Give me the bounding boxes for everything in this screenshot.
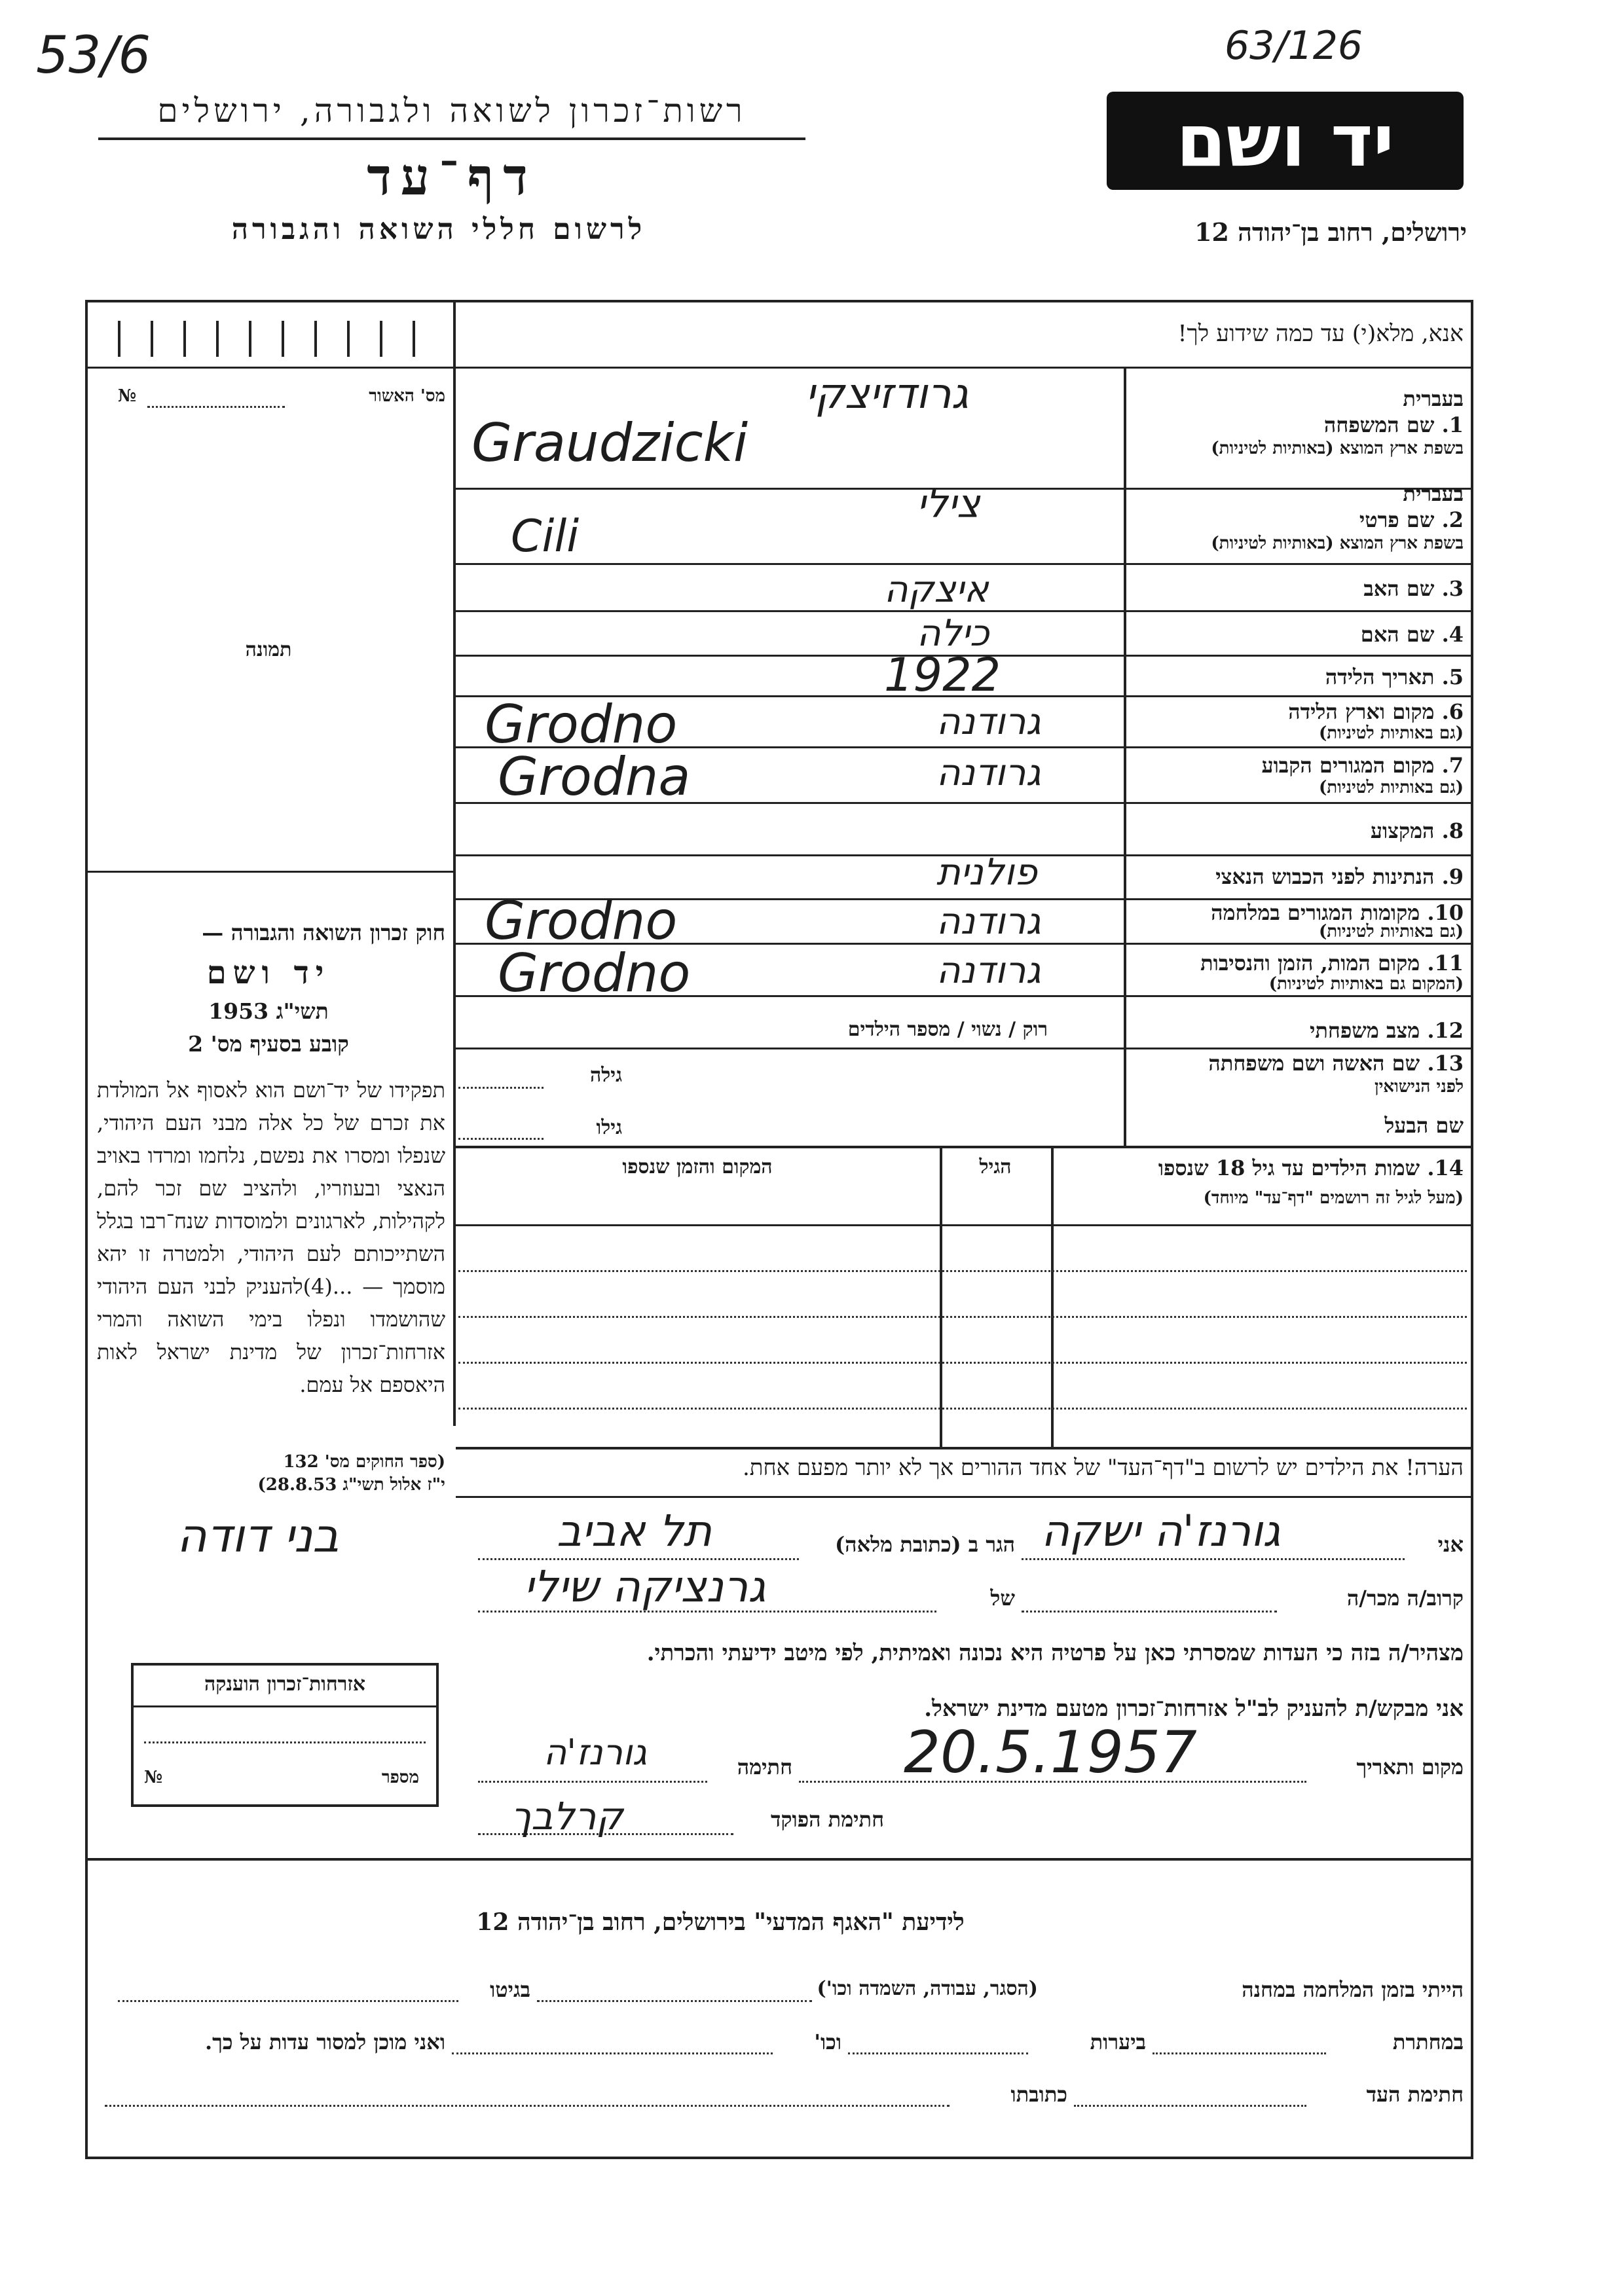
mother-name: כילה <box>917 612 989 655</box>
death-place-latin: Grodno <box>498 943 691 1004</box>
footer-camp-types: (הסגר, עבודה, השמדה וכו') <box>817 1977 1038 2000</box>
instructions: אנא, מלא(י) עד כמה שידוע לך! <box>1177 321 1464 347</box>
field-6-label: 6. מקום וארץ הלידה <box>1288 699 1464 724</box>
residence-hebrew: גרודנה <box>936 752 1041 794</box>
certificate-no-sign: № <box>144 1768 163 1787</box>
field-6-sub: (גם באותיות לטיניות) <box>1318 723 1464 743</box>
husband-age-label: גילו <box>596 1116 622 1139</box>
field-12-label: 12. מצב משפחתי <box>1310 1018 1464 1043</box>
law-text: תפקידו של יד־ושם הוא לאסוף אל המולדת את זכרם של כל אלה מבני העם היהודי, שנפלו ומסרו את נפשם, נלחמו ומרדו באויב הנאצי ובעוזריו, ולהציב שם זכר להם, לקהילות, לארגונים ולמוסדות שנח־רבו בגלל השתייכותם לעם היהודי, ולמטרה זו יהא מוסמך — ...(4)להעניק לבני העם היהודי שהושמדו ונפלו בימי השואה והמרי אזרחות־זכרון של מדינת ישראל לאות היאספם אל עמם. <box>97 1078 446 1397</box>
relation-value: גרנציקה שילי <box>524 1561 766 1612</box>
footer-witness-signature-label: חתימת העד <box>1366 2082 1464 2107</box>
field-9-label: 9. הנתינות לפני הכבוש הנאצי <box>1215 864 1464 889</box>
certificate-no-label: מספר <box>381 1768 419 1787</box>
confirm-no-sign: № <box>118 386 137 406</box>
officer-signature-label: חתימת הפוקד <box>771 1807 884 1832</box>
children-note: הערה! את הילדים יש לרשום ב"דף־העד" של אחד ההורים אך לא יותר מפעם אחת. <box>742 1455 1464 1481</box>
field-1-tag: בעברית <box>1403 386 1464 411</box>
field-11-sub: (המקום גם באותיות לטיניות) <box>1268 974 1464 994</box>
field-3-label: 3. שם האב <box>1363 576 1464 601</box>
certificate-box-title: אזרחות־זכרון הוענקה <box>204 1673 366 1696</box>
form-title: דף־עד <box>367 147 537 207</box>
husband-label: שם הבעל <box>1384 1113 1464 1138</box>
signature-value: גורנז'ה <box>544 1732 647 1773</box>
wife-age-label: גילה <box>589 1064 622 1087</box>
footer-underground-label: במחתרת <box>1392 2030 1464 2054</box>
field-2-label: 2. שם פרטי <box>1359 507 1464 532</box>
field-7-label: 7. מקום המגורים הקבוע <box>1261 753 1464 778</box>
footer-title: לידיעת "האגף המדעי" בירושלים, רחוב בן־יהודה 12 <box>476 1908 965 1936</box>
law-year-hebrew: תשי"ג <box>276 998 329 1024</box>
birth-date: 1922 <box>884 648 1001 702</box>
children-col-age: הגיל <box>979 1156 1012 1178</box>
signature-label: חתימה <box>737 1755 792 1779</box>
top-right-note: 63/126 <box>1225 23 1363 69</box>
declarant-name: גורנז'ה ישקה <box>1041 1506 1281 1556</box>
field-1-label: 1. שם המשפחה <box>1323 412 1464 437</box>
law-source-2: י"ז אלול תשי"ג 28.8.53) <box>257 1475 445 1495</box>
law-source-1: (ספר החוקים מס' 132 <box>283 1452 445 1472</box>
residence-latin: Grodna <box>498 746 691 807</box>
children-subheading: (מעל לגיל זה רושמים "דף־עד" מיוחד) <box>1203 1188 1464 1208</box>
relative-label: קרוב/ה מכר/ה <box>1346 1586 1464 1611</box>
field-10-label: 10. מקומות המגורים במלחמה <box>1211 900 1464 925</box>
nationality-value: פולנית <box>936 851 1037 894</box>
place-date-label: מקום ותאריך <box>1356 1755 1464 1779</box>
law-year-gregorian: 1953 <box>208 998 269 1024</box>
children-col-place: המקום והזמן שנספו <box>622 1156 773 1178</box>
wartime-residence-hebrew: גרודנה <box>936 900 1041 943</box>
field-13-sub: לפני הנישואין <box>1374 1077 1464 1097</box>
first-name-latin: Cili <box>511 511 580 562</box>
footer-willing-label: ואני מוכן למסור עדות על כך. <box>204 2030 445 2054</box>
resident-label: הגר ב (כתובת מלאה) <box>835 1532 1015 1557</box>
photo-label: תמונה <box>245 638 292 661</box>
address: ירושלים, רחוב בן־יהודה 12 <box>1194 217 1467 247</box>
authority-name: רשות־זכרון לשואה ולגבורה, ירושלים <box>157 92 747 130</box>
field-2-tag: בעברית <box>1403 481 1464 506</box>
declarant-address: תל אביב <box>557 1506 712 1556</box>
officer-signature-value: קרלבך <box>511 1794 623 1838</box>
birthplace-hebrew: גרודנה <box>936 701 1041 743</box>
field-12-options: רוק / נשוי / מספר הילדים <box>847 1018 1048 1041</box>
law-title: חוק זכרון השואה והגבורה — <box>202 920 445 945</box>
father-name: איצקה <box>884 568 989 611</box>
footer-address-label: כתובתו <box>1010 2082 1067 2107</box>
field-11-label: 11. מקום המות, הזמן והנסיבות <box>1200 951 1464 975</box>
declarant-i-label: אני <box>1437 1532 1464 1557</box>
children-heading: 14. שמות הילדים עד גיל 18 שנספו <box>1158 1156 1464 1180</box>
field-8-label: 8. המקצוע <box>1370 818 1464 843</box>
footer-etc-label: וכו' <box>814 2030 841 2054</box>
surname-hebrew: גרודזיצקי <box>805 370 969 418</box>
law-clause: קובע בסעיף מס' 2 <box>188 1031 349 1057</box>
declaration-statement: מצהיר/ה בזה כי העדות שמסרתי כאן על פרטיה היא נכונה ואמיתית, לפי מיטב ידיעתי והכרתי. <box>646 1640 1464 1666</box>
footer-forests-label: ביערות <box>1090 2030 1146 2054</box>
field-4-label: 4. שם האם <box>1360 622 1464 647</box>
birthplace-latin: Grodno <box>485 694 678 755</box>
confirm-digit-boxes <box>118 321 445 357</box>
footer-ghetto-label: בגיטו <box>490 1977 530 2002</box>
wartime-residence-latin: Grodno <box>485 890 678 951</box>
place-date-value: 20.5.1957 <box>904 1719 1197 1786</box>
field-2-sub: בשפת ארץ המוצא (באותיות לטיניות) <box>1211 534 1464 553</box>
death-place-hebrew: גרודנה <box>936 949 1041 992</box>
of-label: של <box>990 1586 1015 1611</box>
declaration-request: אני מבקש/ת להעניק לב"ל אזרחות־זכרון מטעם מדינת ישראל. <box>924 1696 1464 1722</box>
yad-vashem-logo: יד ושם <box>1107 92 1464 190</box>
law-year <box>92 998 445 1025</box>
footer-camp-label: הייתי בזמן המלחמה במחנה <box>1242 1977 1464 2002</box>
top-left-note: 53/6 <box>36 26 151 85</box>
field-5-label: 5. תאריך הלידה <box>1325 665 1464 689</box>
law-name: יד ושם <box>206 955 331 991</box>
surname-latin: Graudzicki <box>471 412 748 473</box>
field-13-label: 13. שם האשה ושם משפחתה <box>1208 1051 1464 1076</box>
field-7-sub: (גם באותיות לטיניות) <box>1318 778 1464 797</box>
first-name-hebrew: צילי <box>917 481 980 527</box>
field-1-sub: בשפת ארץ המוצא (באותיות לטיניות) <box>1211 439 1464 458</box>
confirm-no-label: מס' האשור <box>369 386 445 406</box>
form-subtitle: לרשום חללי השואה והגבורה <box>231 213 646 246</box>
relation-note: בני דודה <box>177 1509 339 1563</box>
field-10-sub: (גם באותיות לטיניות) <box>1318 922 1464 941</box>
